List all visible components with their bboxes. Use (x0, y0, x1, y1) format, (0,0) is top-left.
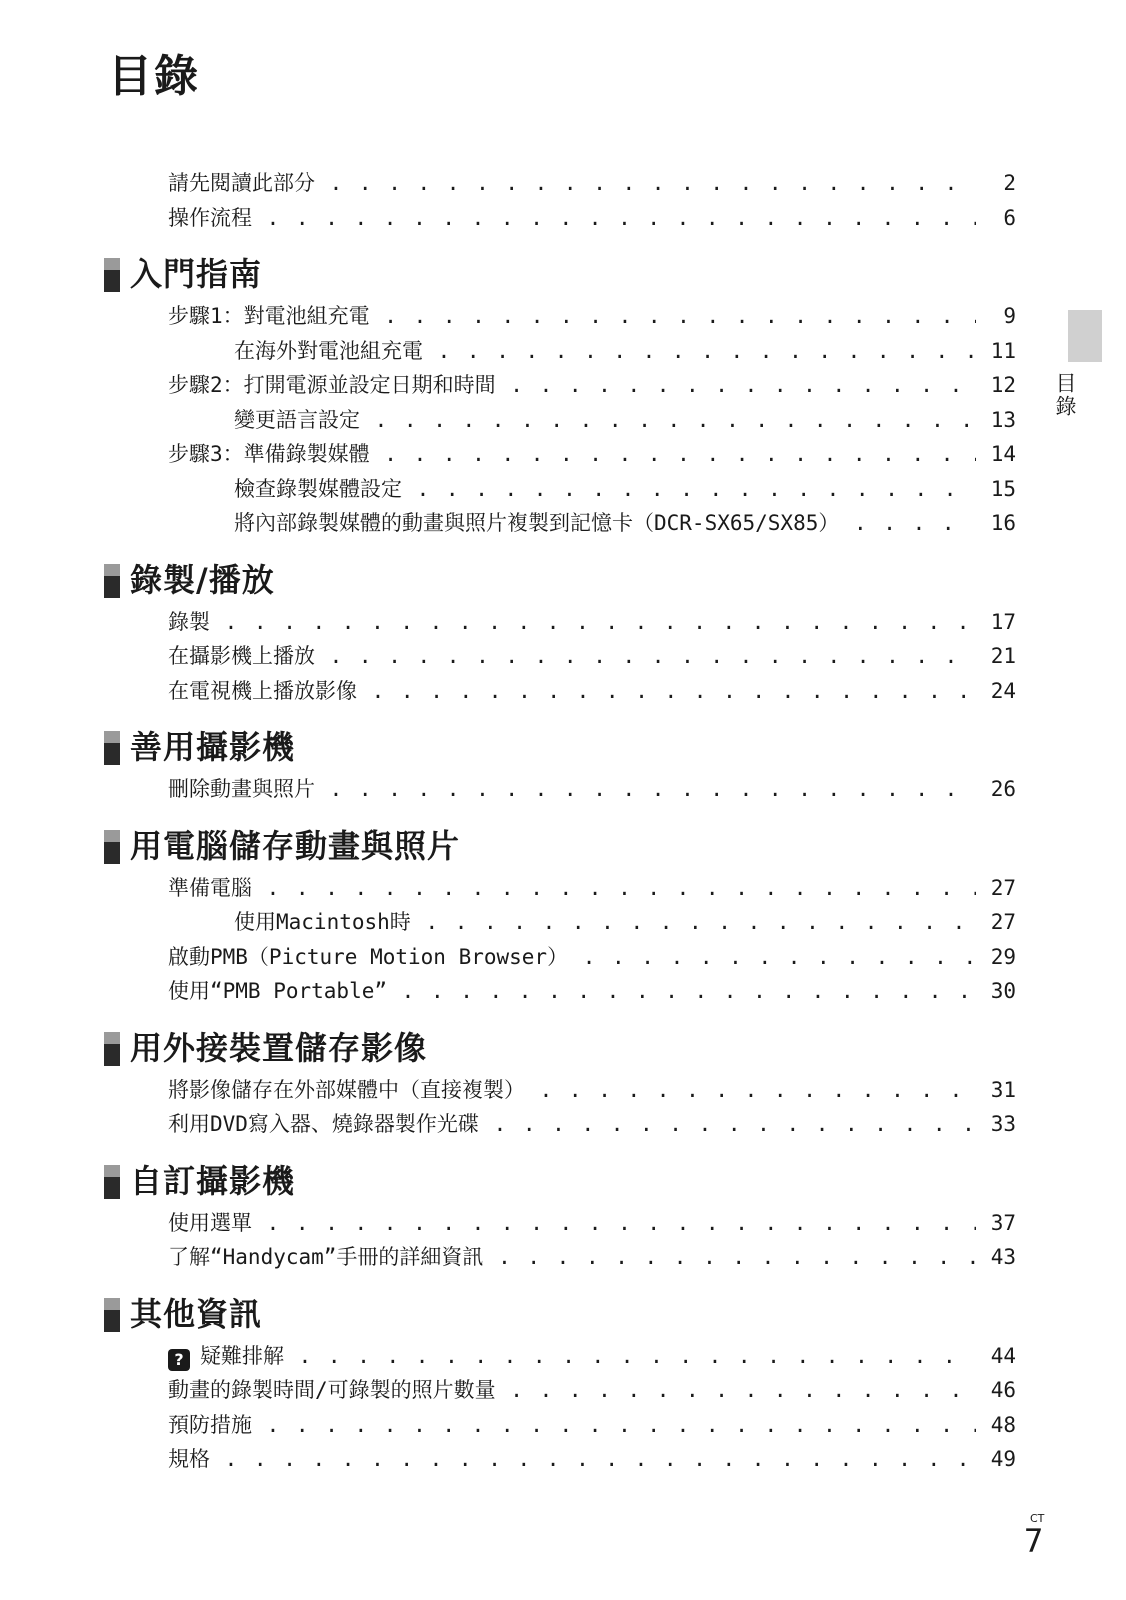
toc-entry-label: 刪除動畫與照片 . . . (168, 772, 976, 807)
toc-subentry[interactable] (104, 905, 1040, 940)
toc-entry-page: 49 (976, 1442, 1016, 1477)
toc-subentry[interactable] (104, 334, 1040, 369)
toc-entry-label: 規格 . . . (168, 1442, 976, 1477)
toc-entry-page: 2 (976, 166, 1016, 201)
toc-entry-label: 準備電腦 . . . (168, 871, 976, 906)
section-heading (104, 245, 1040, 299)
toc-entry[interactable] (104, 1073, 1040, 1108)
page-number: 7 (1024, 1522, 1044, 1560)
toc-entry-label: 利用DVD寫入器、燒錄器製作光碟 . . . (168, 1107, 976, 1142)
toc-entry[interactable] (104, 299, 1040, 334)
toc-entry[interactable] (104, 674, 1040, 709)
section-marker-icon (104, 564, 120, 598)
toc-entry-label: 啟動PMB（Picture Motion Browser） . . . (168, 940, 976, 975)
section-marker-icon (104, 1032, 120, 1066)
section-title: 善用攝影機 (130, 728, 296, 766)
toc-entry-page: 31 (976, 1073, 1016, 1108)
toc-entry-page: 12 (976, 368, 1016, 403)
toc-entry[interactable] (104, 605, 1040, 640)
toc-entry-label: 在攝影機上播放 . . . (168, 639, 976, 674)
section-heading (104, 551, 1040, 605)
toc-entry-page: 30 (976, 974, 1016, 1009)
toc-entry[interactable] (104, 940, 1040, 975)
toc-entry-label: 預防措施 . . . (168, 1408, 976, 1443)
section-title: 自訂攝影機 (130, 1161, 296, 1200)
side-index-tab (1068, 310, 1102, 362)
toc-entry[interactable] (104, 1339, 1040, 1374)
toc-subentry[interactable] (104, 506, 1040, 541)
toc-entry-label: 了解“Handycam”手冊的詳細資訊 . . . (168, 1240, 976, 1275)
toc-entry[interactable] (104, 639, 1040, 674)
toc-entry-page: 43 (976, 1240, 1016, 1275)
toc-entry-page: 27 (976, 871, 1016, 906)
toc-entry[interactable] (104, 437, 1040, 472)
toc-entry-page: 29 (976, 940, 1016, 975)
section-title: 入門指南 (130, 255, 263, 293)
toc-entry[interactable] (104, 1240, 1040, 1275)
toc-entry-label: 在電視機上播放影像 . . . (168, 674, 976, 709)
toc-entry-page: 15 (976, 472, 1016, 507)
toc-entry-label: 請先閱讀此部分 . . . (168, 166, 976, 201)
question-icon: ? (168, 1349, 190, 1371)
toc-entry[interactable] (104, 1206, 1040, 1241)
section-marker-icon (104, 830, 120, 864)
toc-entry-page: 26 (976, 772, 1016, 807)
toc-entry-label: 在海外對電池組充電 . . . (234, 334, 976, 369)
section-marker-icon (104, 1298, 120, 1332)
toc-entry[interactable] (104, 1373, 1040, 1408)
toc-entry-page: 17 (976, 605, 1016, 640)
section-marker-icon (104, 731, 120, 765)
toc-entry-page: 13 (976, 403, 1016, 438)
toc-entry-page: 9 (976, 299, 1016, 334)
toc-entry-label: 變更語言設定 . . . (234, 403, 976, 438)
section-heading (104, 718, 1040, 772)
toc-entry-label-wrap (168, 1339, 976, 1374)
section-title: 其他資訊 (130, 1294, 263, 1333)
toc-entry-page: 14 (976, 437, 1016, 472)
toc-entry-page: 6 (976, 201, 1016, 236)
toc-entry-label: 錄製 . . . (168, 605, 976, 640)
section-title: 用外接裝置儲存影像 (130, 1028, 428, 1067)
language-code: CT (1030, 1512, 1045, 1525)
toc-entry-page: 27 (976, 905, 1016, 940)
toc-entry-page: 16 (976, 506, 1016, 541)
toc-entry-label: 操作流程 . . . (168, 201, 976, 236)
toc-entry[interactable] (104, 166, 1040, 201)
toc-entry[interactable] (104, 974, 1040, 1009)
toc-subentry[interactable] (104, 403, 1040, 438)
section-heading (104, 1019, 1040, 1073)
toc-entry[interactable] (104, 871, 1040, 906)
toc-entry-label: 將內部錄製媒體的動畫與照片複製到記憶卡（DCR-SX65/SX85） . . . (234, 506, 976, 541)
toc-entry-page: 11 (976, 334, 1016, 369)
toc-entry[interactable] (104, 368, 1040, 403)
section-heading (104, 817, 1040, 871)
toc-entry-page: 37 (976, 1206, 1016, 1241)
section-heading (104, 1285, 1040, 1339)
side-index-label: 目錄 (1053, 372, 1077, 418)
toc-entry[interactable] (104, 1442, 1040, 1477)
section-title: 錄製/播放 (130, 560, 275, 599)
toc-entry-page: 48 (976, 1408, 1016, 1443)
toc-entry-label: 步驟2：打開電源並設定日期和時間 . . . (168, 368, 976, 403)
toc-entry-label: 疑難排解 (200, 1343, 284, 1368)
toc-entry-label: 檢查錄製媒體設定 . . . (234, 472, 976, 507)
section-marker-icon (104, 258, 120, 292)
toc-entry-label: 使用“PMB Portable” . . . (168, 974, 976, 1009)
toc-entry[interactable] (104, 772, 1040, 807)
toc-entry-page: 46 (976, 1373, 1016, 1408)
toc-entry-label: 步驟1：對電池組充電 . . . (168, 299, 976, 334)
toc-entry-label: 動畫的錄製時間/可錄製的照片數量 . . . (168, 1373, 976, 1408)
toc-entry[interactable] (104, 1107, 1040, 1142)
page-title: 目錄 (108, 51, 200, 102)
section-title: 用電腦儲存動畫與照片 (130, 826, 461, 865)
table-of-contents (104, 166, 1040, 1477)
section-heading (104, 1152, 1040, 1206)
toc-entry-label: 步驟3：準備錄製媒體 . . . (168, 437, 976, 472)
toc-entry-page: 33 (976, 1107, 1016, 1142)
toc-entry[interactable] (104, 201, 1040, 236)
toc-entry-label: 使用Macintosh時 . . . (234, 905, 976, 940)
toc-subentry[interactable] (104, 472, 1040, 507)
toc-entry-label: 使用選單 . . . (168, 1206, 976, 1241)
section-marker-icon (104, 1165, 120, 1199)
toc-entry[interactable] (104, 1408, 1040, 1443)
toc-entry-page: 21 (976, 639, 1016, 674)
toc-entry-label: 將影像儲存在外部媒體中（直接複製） . . . (168, 1073, 976, 1108)
toc-entry-page: 44 (976, 1339, 1016, 1374)
toc-entry-page: 24 (976, 674, 1016, 709)
